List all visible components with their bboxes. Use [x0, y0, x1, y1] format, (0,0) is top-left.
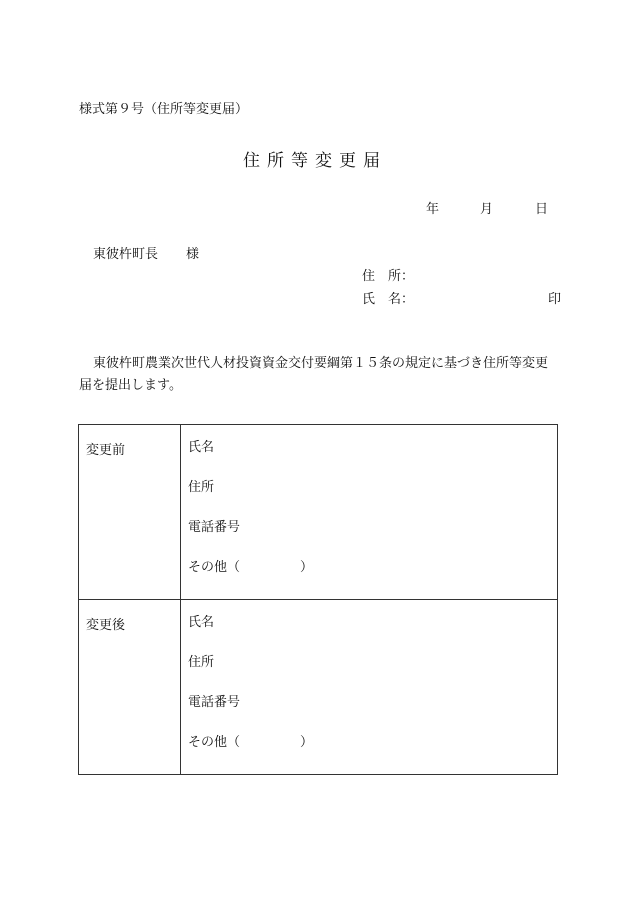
- other-open-after: その他（: [188, 735, 241, 750]
- seal-mark: 印: [548, 292, 562, 307]
- field-other-before: [188, 559, 557, 599]
- field-address-before: 住所: [188, 480, 215, 495]
- body-text: 東彼杵町農業次世代人材投資資金交付要綱第１５条の規定に基づき住所等変更届を提出します。: [79, 356, 549, 393]
- addressee: [93, 243, 199, 262]
- field-address-after: 住所: [188, 655, 215, 670]
- table-row-after: [79, 600, 558, 775]
- other-close-before: ）: [300, 560, 314, 575]
- date-year-label: 年: [426, 202, 440, 217]
- row-label-before: 変更前: [79, 425, 181, 600]
- fields-after: [181, 600, 558, 775]
- field-name-after: 氏名: [188, 615, 215, 630]
- applicant-address-label: 住 所：: [362, 269, 415, 284]
- row-label-after: 変更後: [79, 600, 181, 775]
- change-table: [78, 424, 558, 775]
- date-day-label: 日: [535, 202, 549, 217]
- field-other-after: [188, 734, 557, 774]
- other-open-before: その他（: [188, 560, 241, 575]
- page-title: 住所等変更届: [243, 151, 387, 171]
- field-name-before: 氏名: [188, 440, 215, 455]
- other-close-after: ）: [300, 735, 314, 750]
- date-month-label: 月: [480, 202, 494, 217]
- applicant-name-label: 氏 名：: [362, 292, 415, 307]
- addressee-name: 東彼杵町長: [93, 247, 159, 262]
- addressee-honorific: 様: [186, 247, 200, 262]
- field-phone-after: 電話番号: [188, 695, 241, 710]
- form-number: 様式第９号（住所等変更届）: [79, 102, 249, 117]
- table-row-before: [79, 425, 558, 600]
- fields-before: [181, 425, 558, 600]
- field-phone-before: 電話番号: [188, 520, 241, 535]
